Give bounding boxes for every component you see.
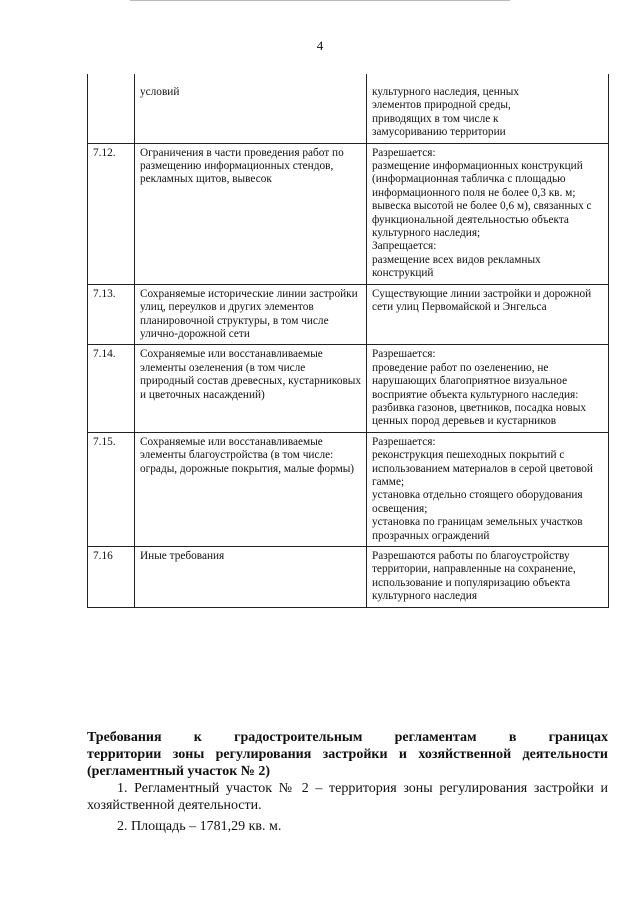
row-number: 7.12.: [88, 143, 135, 284]
row-number: 7.13.: [88, 284, 135, 345]
heading-line-3: (регламентный участок № 2): [87, 764, 271, 779]
row-number: [88, 74, 135, 143]
row-item-name: Сохраняемые или восстанавливаемые элементы благоустройства (в том числе: ограды, дорожные покрытия, малые формы): [135, 432, 367, 546]
paragraph-1: 1. Регламентный участок № 2 – территория зоны регулирования застройки и хозяйственной деятельности.: [87, 781, 608, 813]
heading-line-2: территории зоны регулирования застройки и хозяйственной деятельности: [87, 747, 608, 762]
table-row: [88, 547, 609, 608]
regime-line: установка по границам земельных участков прозрачных ограждений: [372, 516, 583, 542]
regime-line: размещение всех видов рекламных конструкций: [372, 253, 541, 280]
regime-line: культурного наследия, ценных: [372, 86, 520, 98]
row-number: 7.14.: [88, 345, 135, 432]
scan-top-edge: [130, 0, 510, 1]
regime-line: элементов природной среды,: [372, 99, 511, 112]
regime-line: Разрешается:: [372, 348, 436, 361]
row-item-name: Ограничения в части проведения работ по размещению информационных стендов, рекламных щитов, вывесок: [135, 143, 367, 284]
row-regime: [367, 74, 609, 143]
row-regime: [367, 432, 609, 546]
regime-line: Разрешаются работы по благоустройству территории, направленные на сохранение, использование и популяризацию объекта культурного наследия: [372, 550, 576, 603]
regime-line: приводящих в том числе к: [372, 112, 499, 125]
row-number: 7.16: [88, 547, 135, 608]
row-regime: [367, 143, 609, 284]
row-item-name: Сохраняемые или восстанавливаемые элементы озеленения (в том числе природный состав древесных, кустарниковых и цветочных насаждений): [135, 345, 367, 432]
row-item-name: условий: [135, 74, 367, 143]
regime-line: проведение работ по озеленению, не нарушающих благоприятное визуальное восприятие объекта культурного наследия: разбивка газонов, цветников, посадка новых ценных пород деревьев и кустарников: [372, 361, 586, 428]
regime-line: Разрешается:: [372, 435, 436, 448]
row-regime: [367, 284, 609, 345]
paragraph-2: 2. Площадь – 1781,29 кв. м.: [117, 819, 282, 834]
row-item-name: Сохраняемые исторические линии застройки улиц, переулков и других элементов планировочной структуры, в том числе улично-дорожной сети: [135, 284, 367, 345]
regime-line: размещение информационных конструкций (информационная табличка с площадью информационного поля не более 0,3 кв. м; вывеска высотой не более 0,6 м), связанных с функциональной деятельностью объекта культурного наследия;: [372, 160, 592, 240]
regime-line: замусориванию территории: [372, 126, 506, 139]
table-row: [88, 284, 609, 345]
page-number: 4: [316, 38, 324, 53]
row-item-name: Иные требования: [135, 547, 367, 608]
table-row: [88, 432, 609, 546]
row-number: 7.15.: [88, 432, 135, 546]
table-row: [88, 143, 609, 284]
regime-line: Запрещается:: [372, 240, 437, 253]
heading-line-1: Требования к градостроительным регламентам в границах: [87, 730, 608, 745]
regime-line: реконструкция пешеходных покрытий с использованием материалов в серой цветовой гамме;: [372, 449, 593, 488]
regulations-table: [87, 74, 609, 608]
section-heading: [87, 729, 608, 780]
table-row: [88, 74, 609, 143]
regime-line: Существующие линии застройки и дорожной сети улиц Первомайской и Энгельса: [372, 287, 592, 314]
row-regime: [367, 345, 609, 432]
regime-line: Разрешается:: [372, 146, 436, 159]
row-regime: [367, 547, 609, 608]
regime-line: установка отдельно стоящего оборудования освещения;: [372, 489, 583, 515]
table-row: [88, 345, 609, 432]
